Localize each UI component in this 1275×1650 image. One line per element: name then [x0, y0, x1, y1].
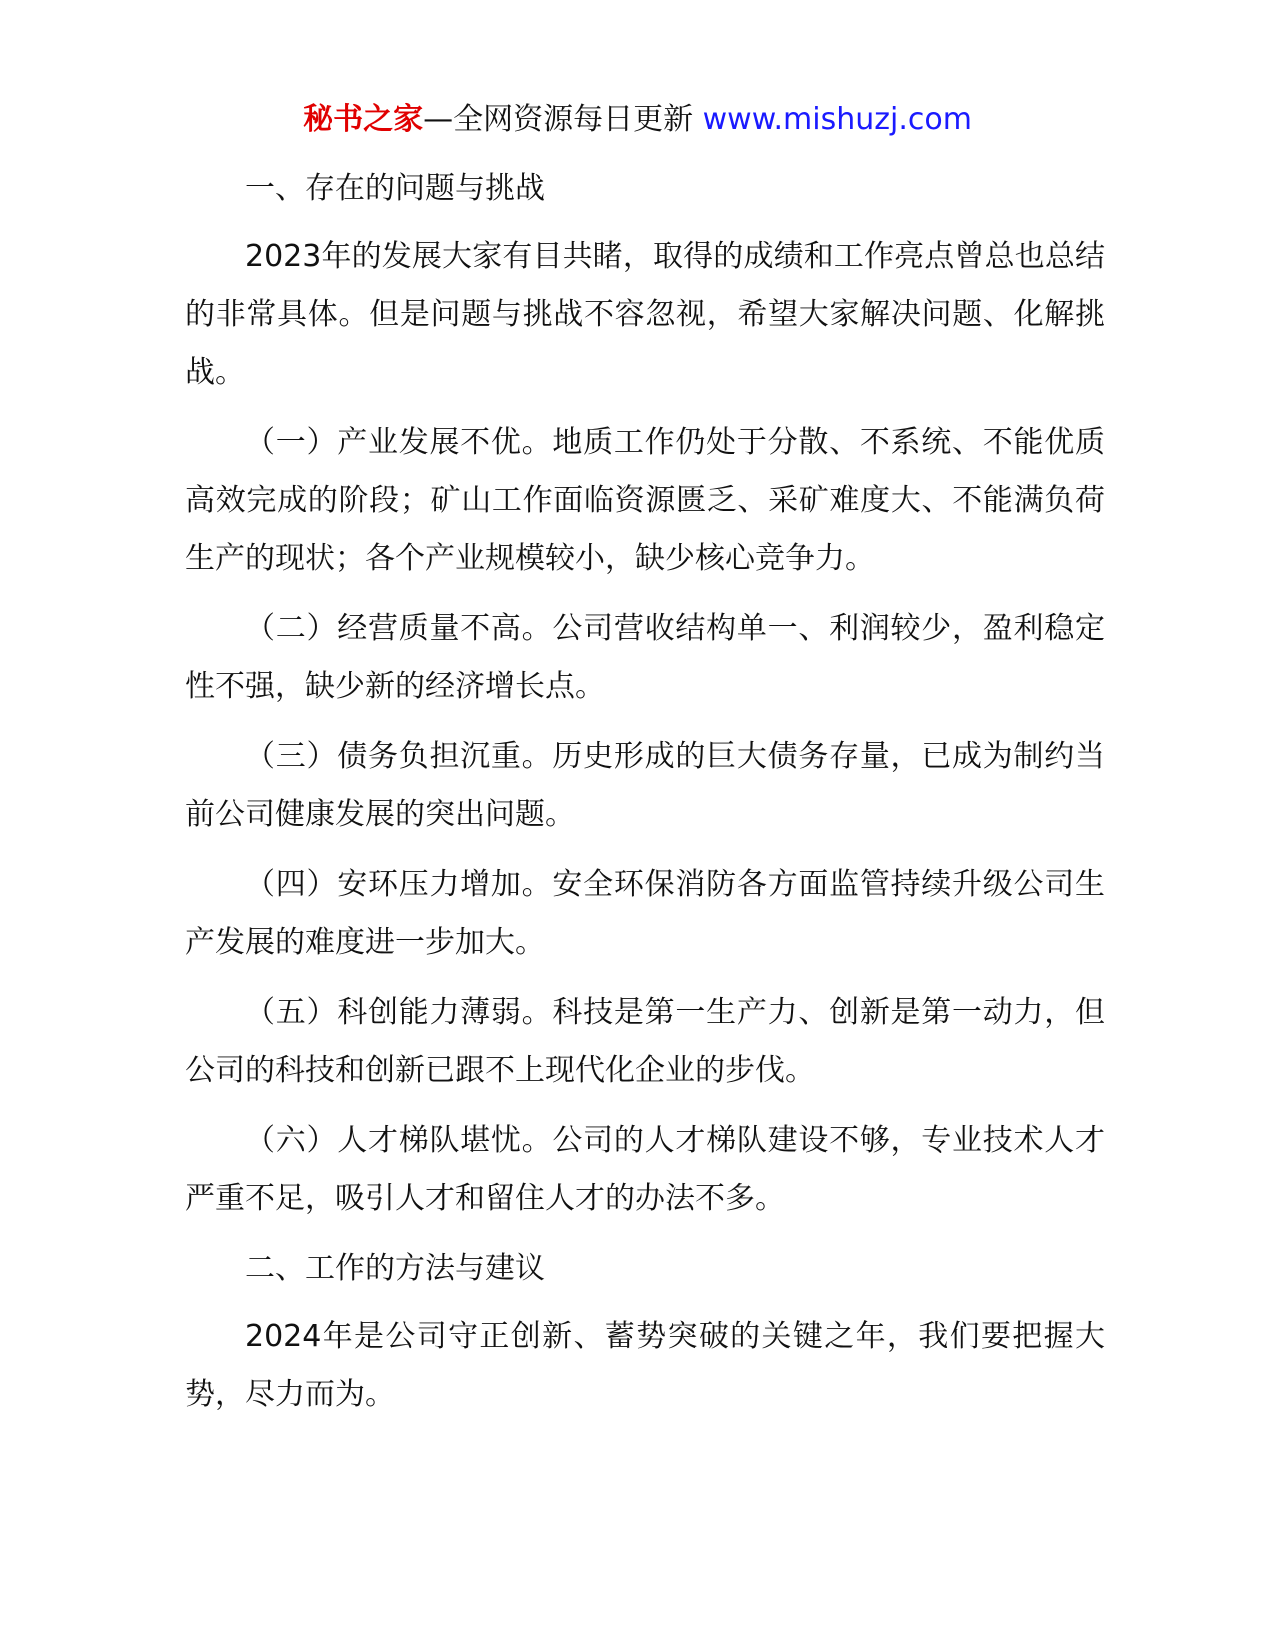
issue-paragraph-1: （一）产业发展不优。地质工作仍处于分散、不系统、不能优质高效完成的阶段；矿山工作面临资源匮乏、采矿难度大、不能满负荷生产的现状；各个产业规模较小，缺少核心竞争力。	[185, 425, 1105, 576]
header-tagline: —全网资源每日更新	[423, 102, 694, 137]
section-heading-problems: 一、存在的问题与挑战	[245, 171, 545, 206]
document-body	[185, 160, 1105, 1436]
issue-paragraph-5: （五）科创能力薄弱。科技是第一生产力、创新是第一动力，但公司的科技和创新已跟不上现代化企业的步伐。	[185, 995, 1105, 1088]
page-header	[0, 100, 1275, 140]
issue-paragraph-4: （四）安环压力增加。安全环保消防各方面监管持续升级公司生产发展的难度进一步加大。	[185, 867, 1105, 960]
closing-paragraph: 2024年是公司守正创新、蓄势突破的关键之年，我们要把握大势，尽力而为。	[185, 1319, 1105, 1412]
issue-paragraph-2: （二）经营质量不高。公司营收结构单一、利润较少，盈利稳定性不强，缺少新的经济增长点。	[185, 611, 1105, 704]
issue-paragraph-3: （三）债务负担沉重。历史形成的巨大债务存量，已成为制约当前公司健康发展的突出问题。	[185, 739, 1105, 832]
brand-name: 秘书之家	[303, 102, 424, 137]
section-heading-methods: 二、工作的方法与建议	[245, 1251, 545, 1286]
website-link[interactable]: www.mishuzj.com	[702, 102, 972, 137]
intro-paragraph: 2023年的发展大家有目共睹，取得的成绩和工作亮点曾总也总结的非常具体。但是问题与挑战不容忽视，希望大家解决问题、化解挑战。	[185, 239, 1105, 390]
issue-paragraph-6: （六）人才梯队堪忧。公司的人才梯队建设不够，专业技术人才严重不足，吸引人才和留住人才的办法不多。	[185, 1123, 1105, 1216]
